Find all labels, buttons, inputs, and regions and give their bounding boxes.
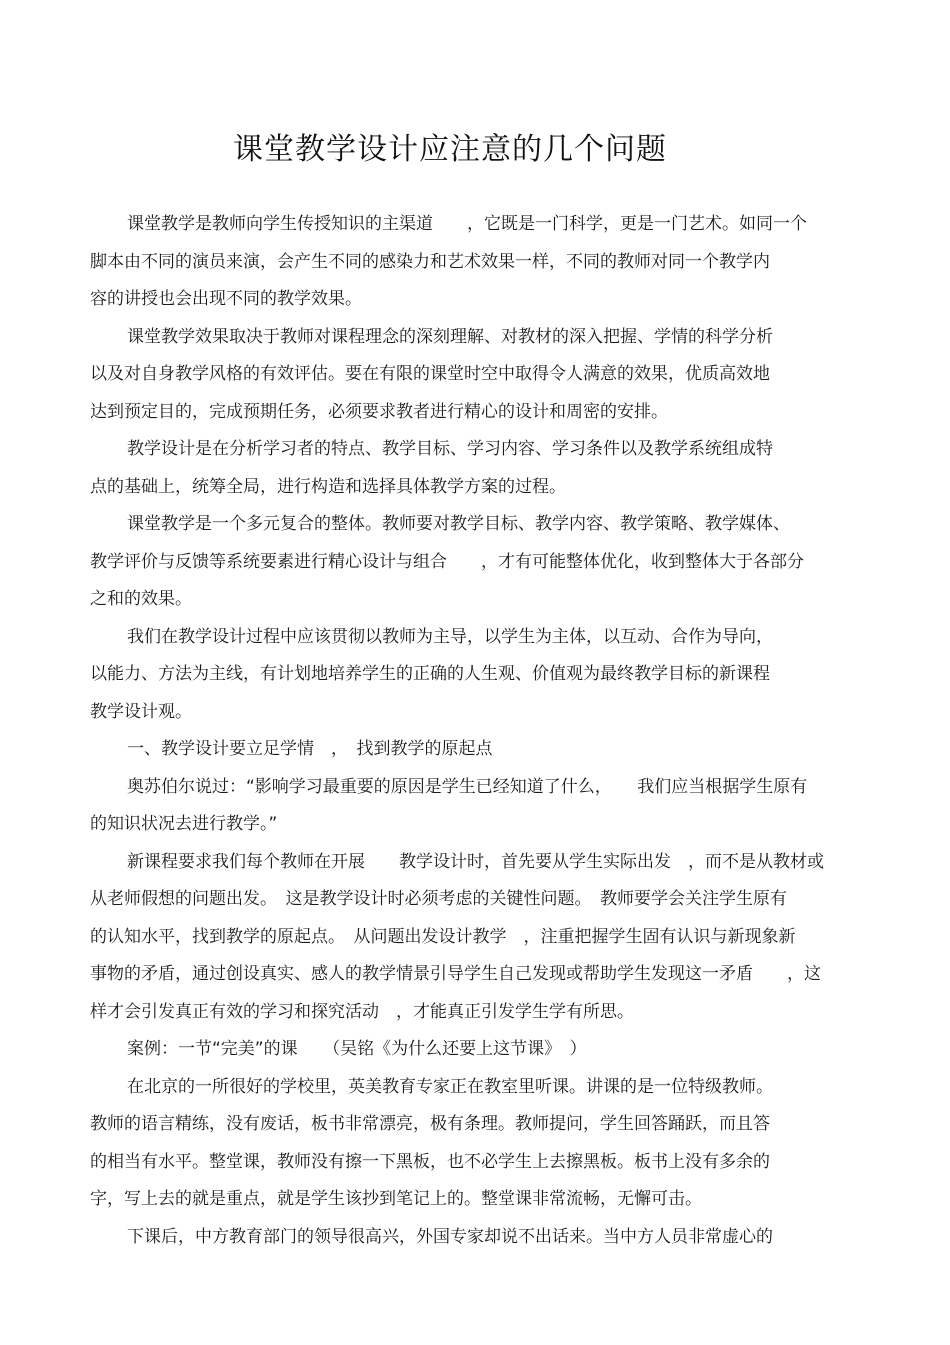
text-line: 教学设计是在分析学习者的特点、教学目标、学习内容、学习条件以及教学系统组成特: [127, 439, 773, 459]
text-line: 样才会引发真正有效的学习和探究活动 ，才能真正引发学生学有所思。: [90, 1001, 634, 1022]
text-line: 课堂教学效果取决于教师对课程理念的深刻理解、对教材的深入把握、学情的科学分析: [127, 326, 773, 347]
paragraph: [90, 319, 870, 432]
text-line: 达到预定目的，完成预期任务，必须要求教者进行精心的设计和周密的安排。: [90, 401, 668, 422]
text-line: 容的讲授也会出现不同的教学效果。: [90, 289, 362, 309]
text-line: 教学评价与反馈等系统要素进行精心设计与组合 ，才有可能整体优化，收到整体大于各部分: [90, 551, 804, 572]
paragraph: [90, 619, 870, 732]
text-line: 在北京的一所很好的学校里，英美教育专家正在教室里听课。讲课的是一位特级教师。: [127, 1076, 773, 1097]
text-line: 课堂教学是教师向学生传授知识的主渠道 ，它既是一门科学，更是一门艺术。如同一个: [127, 214, 807, 234]
paragraph: [90, 769, 870, 844]
document-title: 课堂教学设计应注意的几个问题: [233, 132, 667, 167]
text-line: 脚本由不同的演员来演，会产生不同的感染力和艺术效果一样，不同的教师对同一个教学内: [90, 251, 770, 272]
text-line: 新课程要求我们每个教师在开展 教学设计时，首先要从学生实际出发 ，而不是从教材或: [127, 851, 824, 872]
text-line: 下课后，中方教育部门的领导很高兴，外国专家却说不出话来。当中方人员非常虚心的: [127, 1226, 773, 1247]
text-line: 我们在教学设计过程中应该贯彻以教师为主导，以学生为主体，以互动、合作为导向，: [127, 626, 773, 647]
text-line: 的相当有水平。整堂课，教师没有擦一下黑板，也不必学生上去擦黑板。板书上没有多余的: [90, 1151, 770, 1172]
text-line: 事物的矛盾，通过创设真实、感人的教学情景引导学生自己发现或帮助学生发现这一矛盾 ，这: [90, 964, 821, 984]
paragraph: [90, 431, 870, 506]
text-line: 以能力、方法为主线，有计划地培养学生的正确的人生观、价值观为最终教学目标的新课程: [90, 664, 770, 684]
text-line: 一、教学设计要立足学情 ， 找到教学的原起点: [127, 739, 493, 759]
paragraph: [90, 731, 870, 769]
text-line: 奥苏伯尔说过：“影响学习最重要的原因是学生已经知道了什么， 我们应当根据学生原有: [127, 776, 808, 797]
document-body: [90, 206, 870, 1256]
text-line: 点的基础上，统筹全局，进行构造和选择具体教学方案的过程。: [90, 476, 566, 497]
text-line: 教师的语言精练，没有废话，板书非常漂亮，极有条理。教师提问，学生回答踊跃，而且答: [90, 1114, 770, 1134]
paragraph: [90, 1069, 870, 1219]
text-line: 教学设计观。: [90, 701, 192, 722]
text-line: 以及对自身教学风格的有效评估。要在有限的课堂时空中取得令人满意的效果，优质高效地: [90, 364, 770, 384]
paragraph: [90, 506, 870, 619]
paragraph: [90, 206, 870, 319]
text-line: 案例：一节“完美”的课 （吴铭《为什么还要上这节课》 ）: [127, 1039, 587, 1059]
text-line: 之和的效果。: [90, 589, 192, 609]
paragraph: [90, 844, 870, 1032]
text-line: 的知识状况去进行教学。”: [90, 814, 278, 834]
text-line: 课堂教学是一个多元复合的整体。教师要对教学目标、教学内容、教学策略、教学媒体、: [127, 514, 790, 534]
text-line: 从老师假想的问题出发。 这是教学设计时必须考虑的关键性问题。 教师要学会关注学生原有: [90, 889, 787, 909]
text-line: 的认知水平，找到教学的原起点。 从问题出发设计教学 ，注重把握学生固有认识与新现象新: [90, 926, 796, 947]
text-line: 字，写上去的就是重点，就是学生该抄到笔记上的。整堂课非常流畅，无懈可击。: [90, 1189, 702, 1209]
paragraph: [90, 1219, 870, 1257]
paragraph: [90, 1031, 870, 1069]
